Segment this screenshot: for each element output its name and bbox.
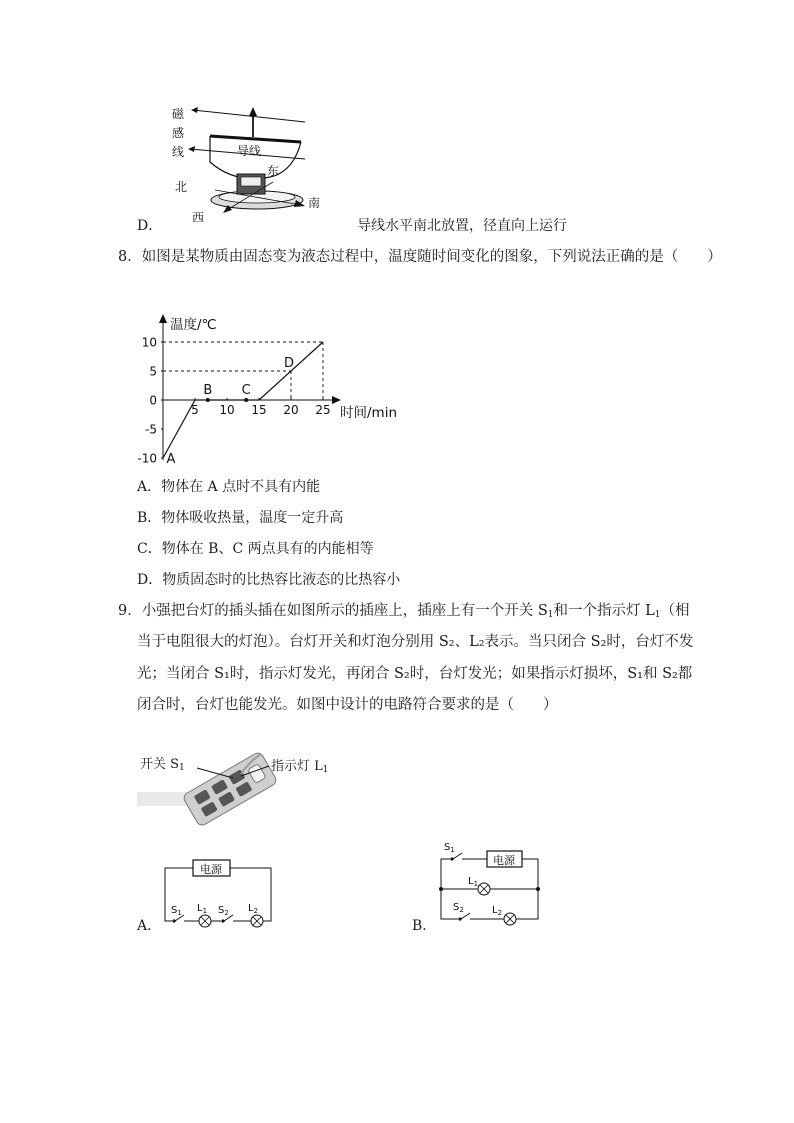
switch-label-sub: 1	[179, 763, 185, 773]
motion-arrow-head	[249, 107, 257, 116]
galvanometer-dial	[241, 177, 261, 186]
l2-label-b: $L_2$	[492, 905, 503, 917]
x-axis-label: 时间/min	[340, 405, 398, 421]
y-tick-label: -10	[137, 451, 157, 465]
field-line-top-arrow	[191, 107, 198, 113]
circuit-b	[436, 837, 546, 927]
x-tick-label: 10	[219, 403, 235, 417]
q9-option-a: A．	[137, 918, 162, 934]
q7-figure	[165, 102, 330, 222]
s2-label-b: $S_2$	[453, 902, 464, 914]
x-tick-label: 25	[315, 403, 331, 417]
point-label-c: C	[241, 383, 251, 398]
s2-label-a: $S_2$	[218, 905, 229, 917]
socket-switch-label	[140, 758, 185, 771]
q8-option-d: D．物质固态时的比热容比液态的比热容小	[137, 572, 401, 588]
x-axis-arrow	[332, 396, 341, 404]
q8-option-c: C．物体在 B、C 两点具有的内能相等	[137, 541, 374, 557]
q9-stem-line1-sub-b: 1	[654, 610, 661, 620]
y-axis-arrow	[159, 314, 167, 323]
power-label-b: 电源	[493, 854, 515, 867]
wire-b-left-top	[441, 859, 450, 889]
label-wire: 导线	[237, 144, 262, 158]
q8-option-a: A．物体在 A 点时不具有内能	[137, 479, 321, 495]
s1-label-a: $S_1$	[171, 905, 182, 917]
s1-label-b: $S_1$	[444, 842, 455, 854]
label-south: 南	[308, 196, 321, 210]
magnetic-field-diagram	[165, 102, 330, 222]
field-line-mid-arrow	[188, 146, 195, 152]
label-west: 西	[192, 211, 205, 222]
x-tick-label: 5	[191, 403, 199, 417]
point-c	[244, 398, 248, 402]
q9-option-b: B．	[412, 918, 437, 934]
q8-stem: 8．如图是某物质由固态变为液态过程中，温度随时间变化的图象，下列说法正确的是（ ）	[118, 249, 722, 265]
l1-label-a: $L_1$	[197, 903, 208, 915]
point-label-b: B	[203, 383, 213, 398]
label-ci: 磁	[172, 107, 185, 121]
q7-option-d-text: 导线水平南北放置，径直向上运行	[357, 218, 567, 234]
q9-stem-line2: 当于电阻很大的灯泡）。台灯开关和灯泡分别用 S₂、L₂表示。当只闭合 S₂时，台灯不发	[137, 634, 694, 650]
power-label-a: 电源	[200, 863, 222, 876]
y-tick-label: 0	[149, 393, 157, 408]
power-strip	[182, 752, 278, 827]
l2-label-a: $L_2$	[248, 903, 259, 915]
circuit-a-diagram	[160, 855, 280, 930]
x-tick-label: 15	[251, 403, 267, 417]
temperature-time-chart	[130, 310, 410, 465]
socket-indicator-label	[271, 760, 329, 773]
point-label-d: D	[283, 356, 295, 371]
q9-stem-line1-a: 9．小强把台灯的插头插在如图所示的插座上，插座上有一个开关 S	[118, 603, 548, 619]
q9-stem-line1-sub-a: 1	[547, 610, 554, 620]
q9-stem-line1-c: （相	[660, 603, 690, 619]
circuit-a	[160, 855, 280, 930]
y-tick-label: 5	[149, 364, 157, 379]
q8-option-b: B．物体吸收热量，温度一定升高	[137, 510, 344, 526]
circuit-b-diagram	[436, 837, 546, 927]
label-east: 东	[267, 164, 280, 178]
q8-chart	[130, 310, 410, 465]
q9-stem-line1-b: 和一个指示灯 L	[553, 603, 655, 619]
q7-option-d-letter: D．	[137, 218, 163, 234]
x-tick-label: 20	[283, 403, 299, 417]
wire	[210, 136, 301, 142]
wire-b-right-bottom	[516, 889, 538, 919]
indicator-label-sub: 1	[322, 765, 329, 775]
indicator-label-text: 指示灯 L	[271, 759, 323, 774]
label-north: 北	[175, 180, 188, 194]
power-strip-body	[182, 752, 278, 827]
wire-b-right-top	[522, 859, 538, 889]
label-xian: 线	[172, 145, 185, 159]
l1-label-b: $L_1$	[468, 876, 479, 888]
point-b	[206, 398, 210, 402]
q9-stem-line3: 光；当闭合 S₁时，指示灯发光，再闭合 S₂时，台灯发光；如果指示灯损坏，S₁和 S₂都	[137, 666, 693, 682]
q9-stem-line4: 闭合时，台灯也能发光。如图中设计的电路符合要求的是（ ）	[137, 697, 558, 713]
switch-label-text: 开关 S	[140, 757, 180, 772]
point-label-a: A	[166, 452, 176, 465]
label-gan: 感	[172, 126, 185, 140]
q9-stem-line1	[118, 604, 689, 619]
y-axis-label: 温度/℃	[170, 317, 217, 333]
y-tick-label: 10	[141, 335, 157, 350]
y-tick-label: -5	[145, 422, 157, 437]
